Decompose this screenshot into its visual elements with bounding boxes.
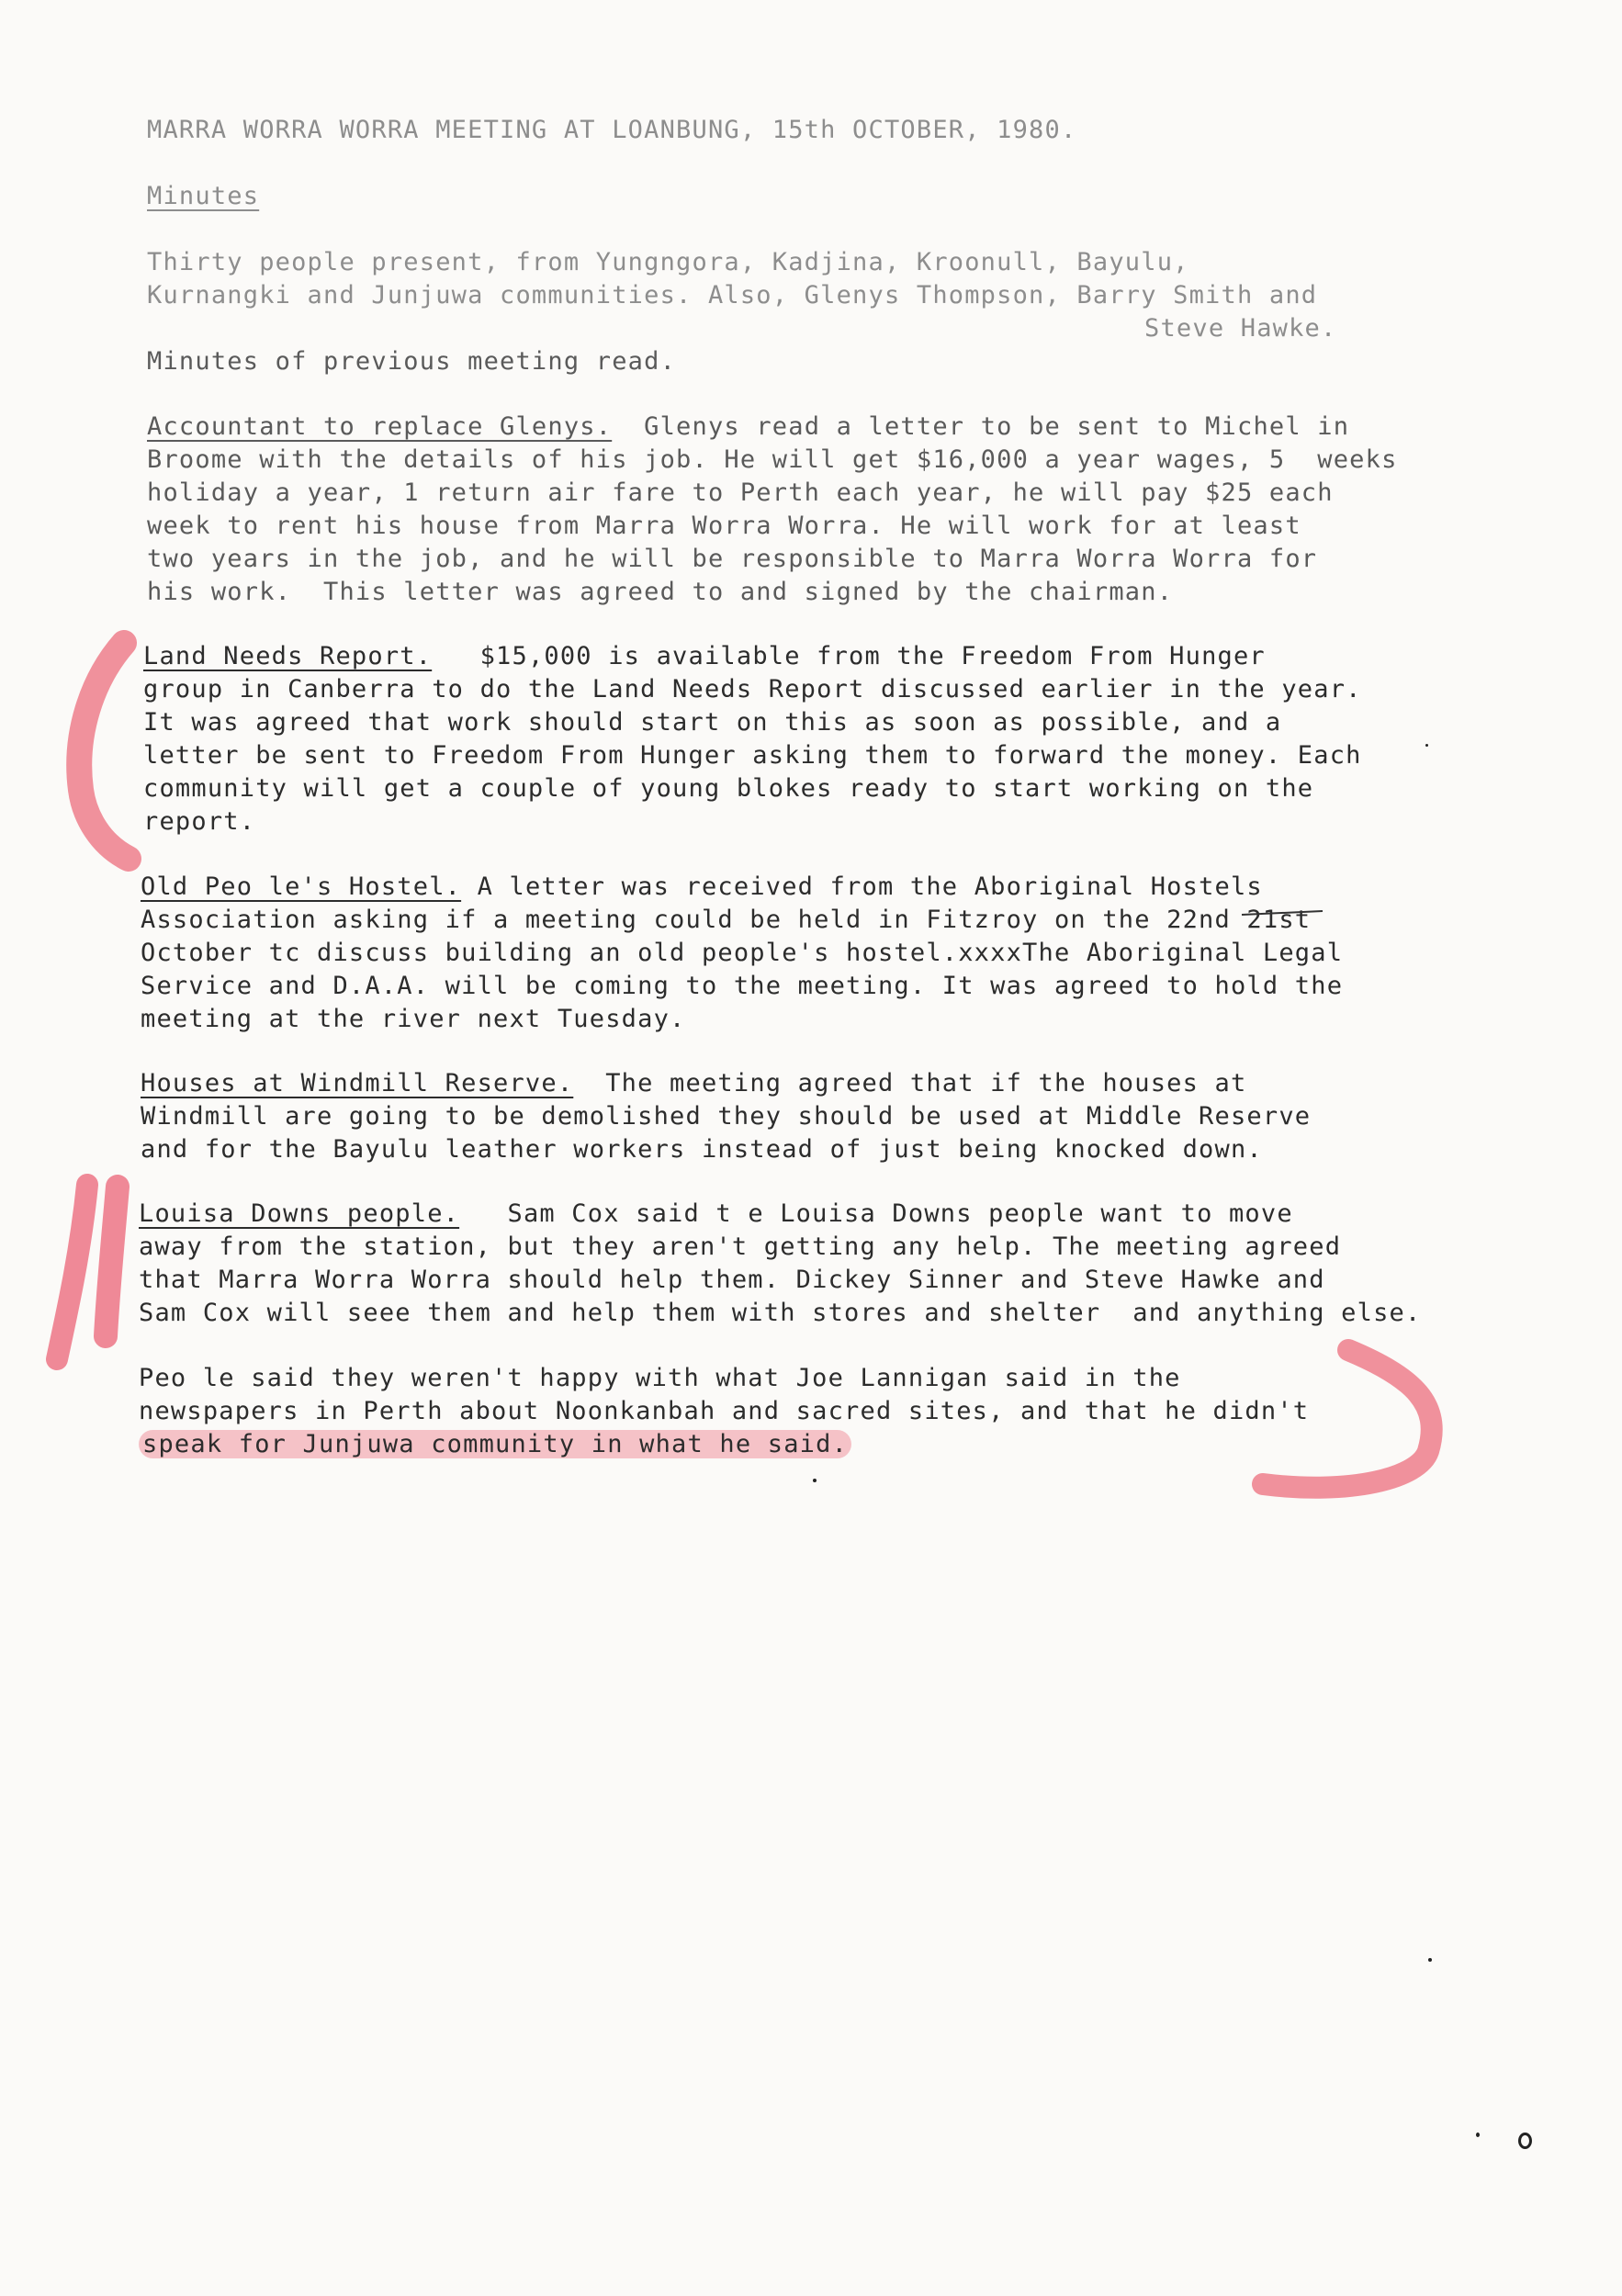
section-text: holiday a year, 1 return air fare to Perth each year, he will pay $25 each — [147, 478, 1334, 507]
section-text: newspapers in Perth about Noonkanbah and sacred sites, and that he didn't — [139, 1397, 1310, 1425]
section-text: Windmill are going to be demolished they should be used at Middle Reserve — [141, 1102, 1312, 1131]
marker-double-bar-2 — [106, 1187, 118, 1336]
section-text: The meeting agreed that if the houses at — [605, 1069, 1247, 1097]
scan-speck — [813, 1479, 817, 1482]
section-text: community will get a couple of young blokes ready to start working on the — [143, 774, 1314, 803]
section-text: that Marra Worra Worra should help them. Dickey Sinner and Steve Hawke and — [139, 1266, 1325, 1294]
section-text: meeting at the river next Tuesday. — [141, 1005, 686, 1033]
section-text: Peo le said they weren't happy with what Joe Lannigan said in the — [139, 1364, 1181, 1392]
marker-bracket-left — [79, 643, 129, 859]
marker-double-bar-1 — [57, 1185, 87, 1359]
section-text: two years in the job, and he will be responsible to Marra Worra Worra for — [147, 545, 1318, 573]
section-text: report. — [143, 807, 256, 836]
attendance-line: Kurnangki and Junjuwa communities. Also, Glenys Thompson, Barry Smith and — [147, 281, 1318, 310]
section-text: letter be sent to Freedom From Hunger asking them to forward the money. Each — [143, 741, 1362, 770]
section-text: away from the station, but they aren't getting any help. The meeting agreed — [139, 1232, 1342, 1261]
section-heading: Land Needs Report. — [143, 642, 433, 670]
last-line — [139, 1428, 851, 1461]
section-text: group in Canberra to do the Land Needs Report discussed earlier in the year. — [143, 675, 1362, 703]
section-heading: Accountant to replace Glenys. — [147, 412, 613, 441]
previous-minutes-line: Minutes of previous meeting read. — [147, 347, 677, 376]
attendance-line: Steve Hawke. — [1144, 314, 1337, 343]
section-text: and for the Bayulu leather workers instead of just being knocked down. — [141, 1135, 1263, 1164]
highlighted-phrase: speak for Junjuwa community in what he said. — [139, 1430, 851, 1458]
document-title: MARRA WORRA WORRA MEETING AT LOANBUNG, 15th OCTOBER, 1980. — [147, 116, 1077, 144]
attendance-line: Thirty people present, from Yungngora, Kadjina, Kroonull, Bayulu, — [147, 248, 1189, 276]
section-text: Glenys read a letter to be sent to Michel in — [644, 412, 1350, 441]
minutes-heading: Minutes — [147, 182, 260, 210]
section-text: Sam Cox said t e Louisa Downs people want to move — [507, 1199, 1293, 1228]
scan-speck — [1518, 2133, 1532, 2149]
section-heading: Houses at Windmill Reserve. — [141, 1069, 574, 1097]
section-text: Association asking if a meeting could be held in Fitzroy on the 22nd 21st — [141, 906, 1312, 934]
section-text: $15,000 is available from the Freedom From Hunger — [479, 642, 1266, 670]
section-text: Service and D.A.A. will be coming to the meeting. It was agreed to hold the — [141, 972, 1344, 1000]
section-accountant-first-line — [147, 411, 1349, 444]
section-text: Broome with the details of his job. He will get $16,000 a year wages, 5 weeks — [147, 445, 1398, 474]
scan-speck — [1425, 744, 1428, 747]
scan-speck — [1476, 2133, 1480, 2137]
section-land-needs-first-line — [143, 640, 1266, 673]
scan-speck — [1428, 1958, 1432, 1962]
section-hostel-first-line — [141, 871, 1263, 904]
section-text: A letter was received from the Aboriginal Hostels — [477, 872, 1263, 901]
section-text: week to rent his house from Marra Worra Worra. He will work for at least — [147, 512, 1301, 540]
section-heading: Old Peo le's Hostel. — [141, 872, 462, 901]
section-text: It was agreed that work should start on this as soon as possible, and a — [143, 708, 1282, 737]
section-windmill-first-line — [141, 1067, 1246, 1100]
section-text: Sam Cox will seee them and help them with stores and shelter and anything else. — [139, 1299, 1422, 1327]
section-text: his work. This letter was agreed to and signed by the chairman. — [147, 578, 1174, 606]
section-louisa-first-line — [139, 1198, 1293, 1231]
section-text: October tc discuss building an old people's hostel.xxxxThe Aboriginal Legal — [141, 939, 1344, 967]
section-heading: Louisa Downs people. — [139, 1199, 460, 1228]
